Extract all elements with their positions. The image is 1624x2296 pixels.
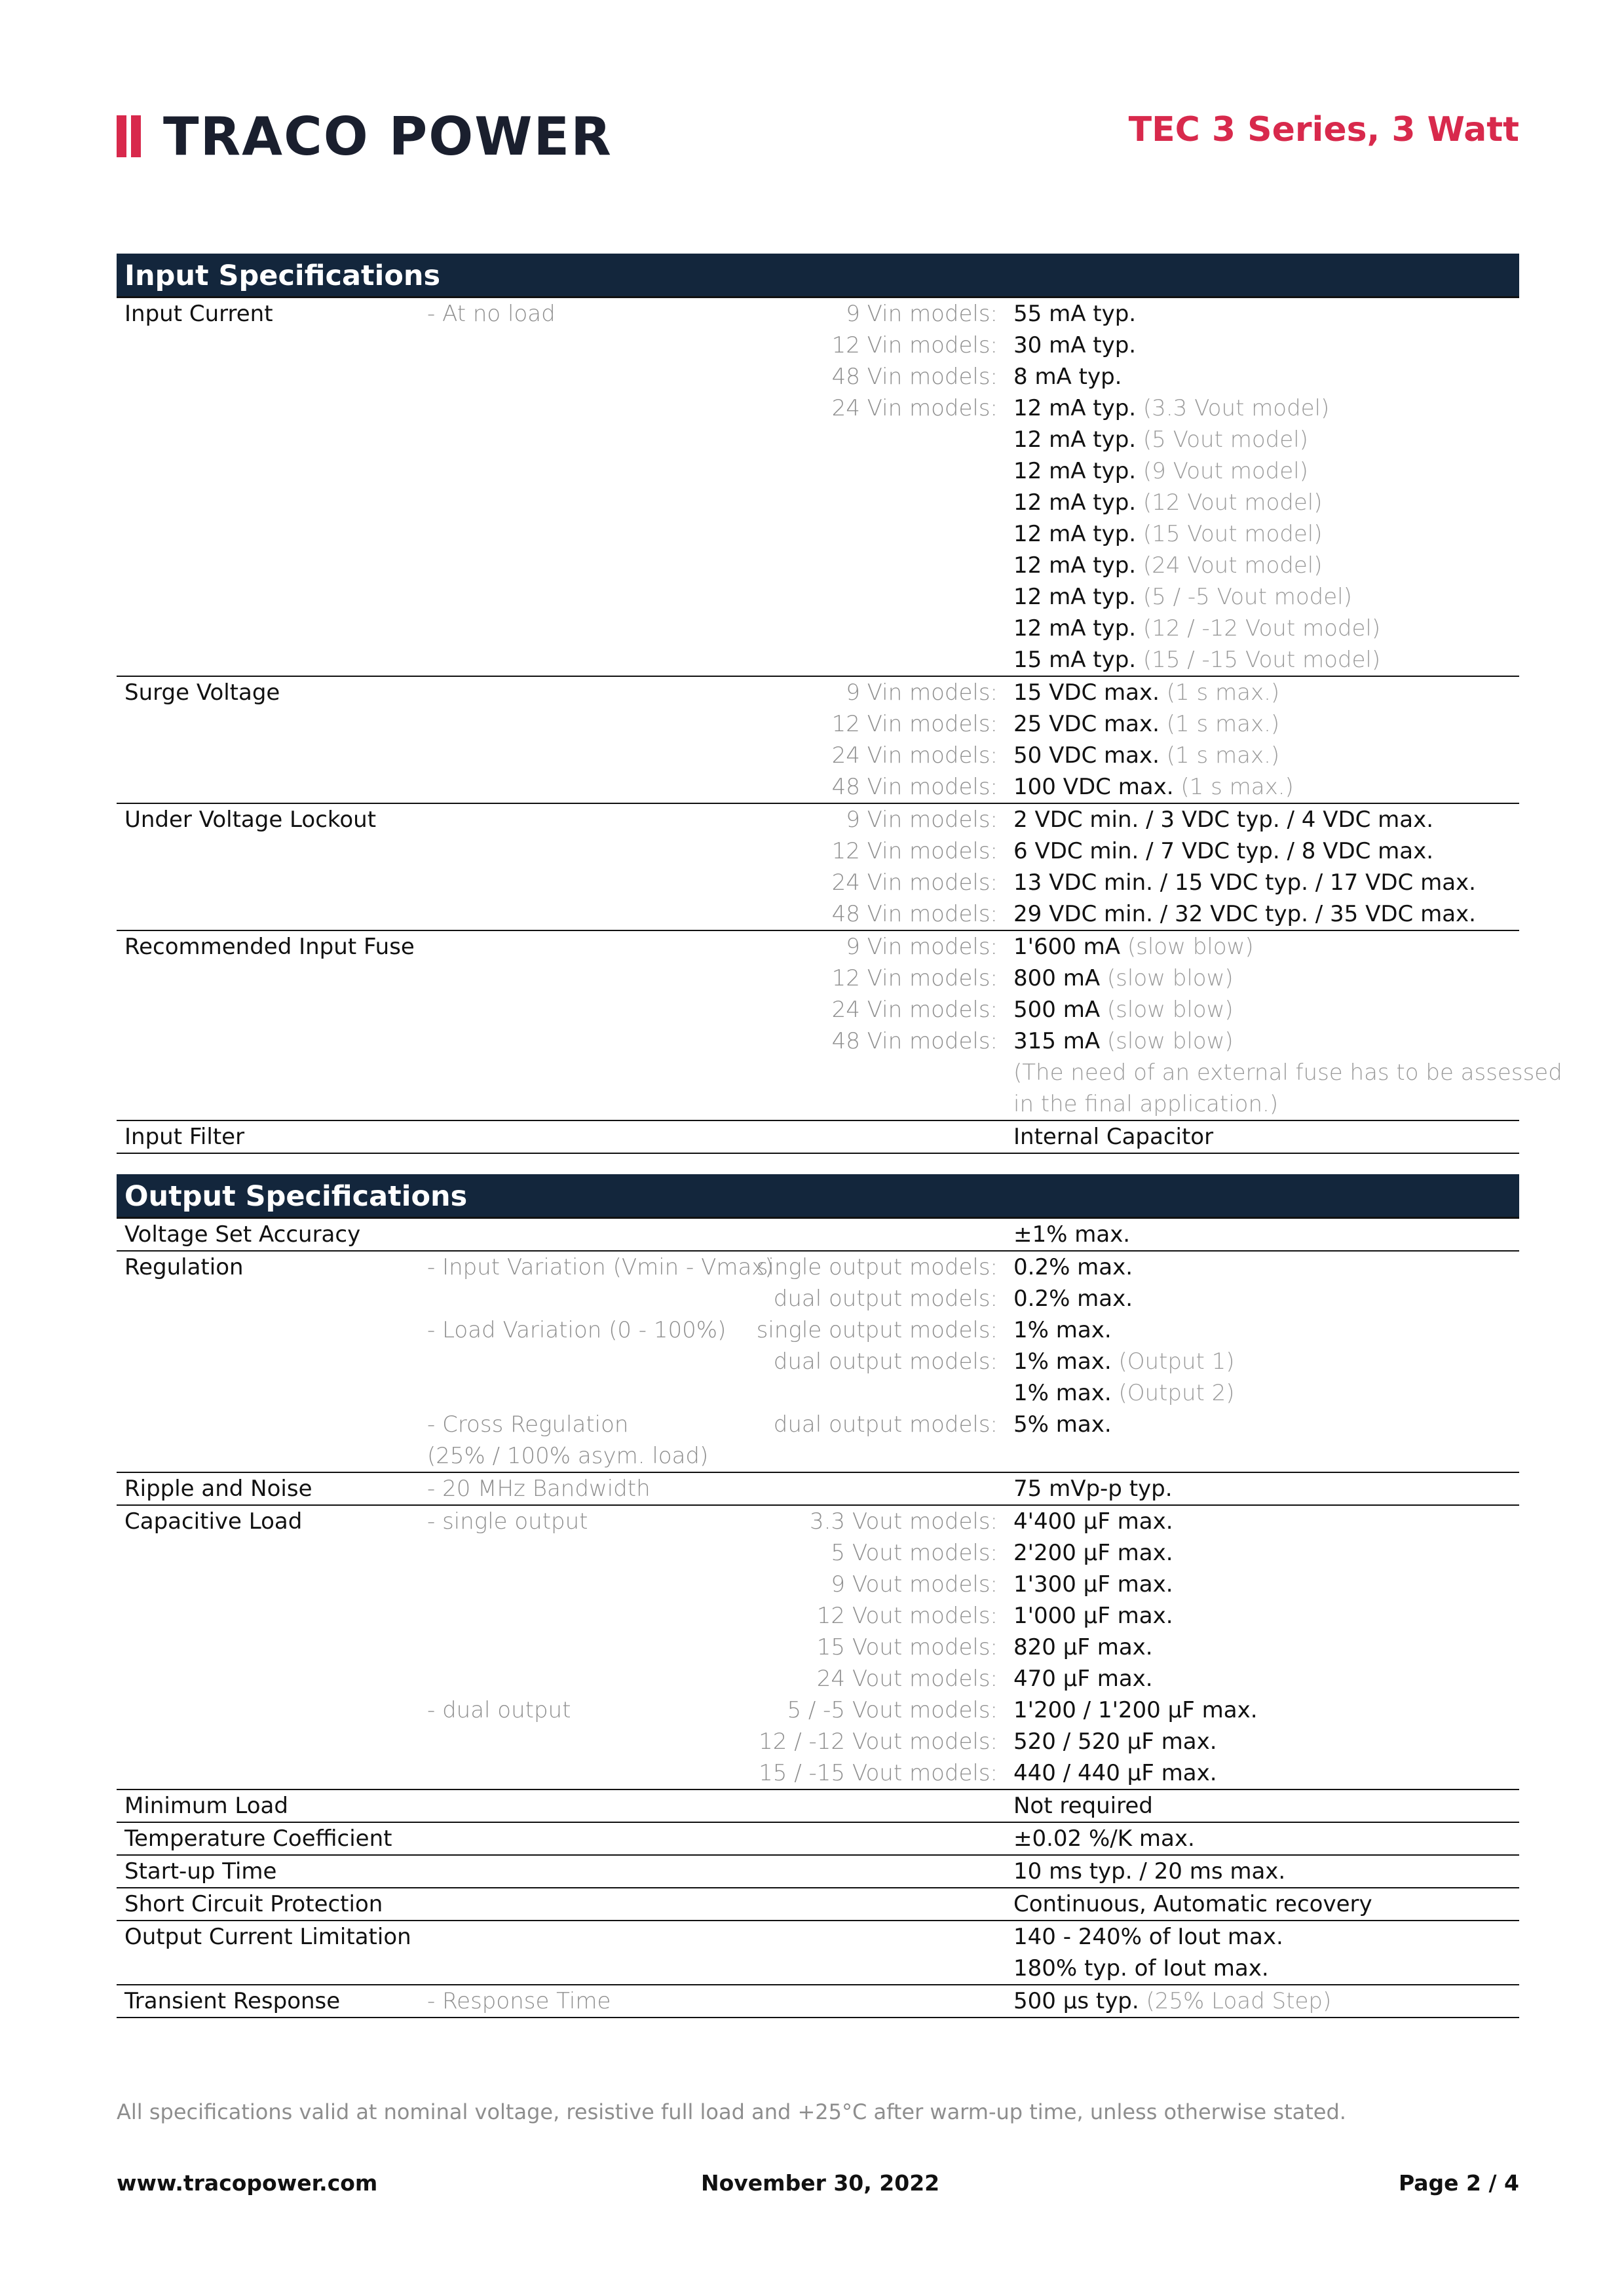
spec-line	[117, 804, 1519, 835]
spec-note: (slow blow)	[1106, 1028, 1234, 1054]
spec-note: (12 Vout model)	[1142, 489, 1323, 516]
spec-value: 5% max.	[1013, 1411, 1112, 1438]
spec-line	[117, 1283, 1519, 1314]
spec-note: (5 Vout model)	[1142, 427, 1308, 453]
spec-label: Start-up Time	[124, 1858, 277, 1885]
spec-model: 15 / -15 Vout models:	[759, 1760, 998, 1786]
spec-row	[117, 1506, 1519, 1790]
spec-note: (Output 1)	[1118, 1349, 1235, 1375]
spec-line	[117, 1537, 1519, 1569]
spec-model: 48 Vin models:	[831, 901, 998, 927]
spec-note: (12 / -12 Vout model)	[1142, 615, 1381, 641]
spec-value: 1'600 mA	[1013, 934, 1121, 960]
spec-line	[117, 708, 1519, 740]
spec-note: in the final application.)	[1013, 1091, 1279, 1117]
brand-name: TRACO POWER	[163, 105, 613, 167]
spec-value-group	[1013, 1888, 1372, 1920]
spec-condition: - At no load	[427, 301, 556, 327]
spec-note: (Output 2)	[1118, 1380, 1235, 1406]
spec-row	[117, 1121, 1519, 1154]
spec-note: (24 Vout model)	[1142, 552, 1323, 579]
spec-value-group	[1013, 1757, 1217, 1789]
spec-label: Transient Response	[124, 1988, 341, 2014]
spec-value-group	[1013, 1506, 1173, 1537]
spec-model: dual output models:	[773, 1349, 998, 1375]
spec-value-group	[1013, 392, 1329, 424]
spec-condition: - single output	[427, 1508, 588, 1535]
spec-value: 500 mA	[1013, 997, 1101, 1023]
spec-line	[117, 1600, 1519, 1632]
spec-value-group	[1013, 994, 1234, 1025]
spec-model: dual output models:	[773, 1411, 998, 1438]
spec-value: 820 µF max.	[1013, 1634, 1153, 1660]
spec-line	[117, 740, 1519, 771]
spec-line	[117, 1569, 1519, 1600]
spec-label: Surge Voltage	[124, 679, 280, 706]
spec-value: 10 ms typ. / 20 ms max.	[1013, 1858, 1286, 1885]
spec-line	[117, 330, 1519, 361]
spec-line	[117, 1985, 1519, 2017]
spec-value: 0.2% max.	[1013, 1254, 1133, 1280]
spec-model: single output models:	[756, 1254, 998, 1280]
spec-value-group	[1013, 581, 1352, 613]
spec-line	[117, 1440, 1519, 1472]
spec-line	[117, 424, 1519, 455]
spec-row	[117, 1888, 1519, 1921]
spec-line	[117, 1377, 1519, 1409]
input-specifications-section	[117, 254, 1562, 1154]
output-specifications-section	[117, 1174, 1519, 2018]
spec-value: 15 VDC max.	[1013, 679, 1160, 706]
spec-line	[117, 1219, 1519, 1250]
spec-line	[117, 1663, 1519, 1694]
spec-value: Not required	[1013, 1793, 1153, 1819]
spec-line	[117, 1121, 1519, 1153]
spec-note: (The need of an external fuse has to be assessed	[1013, 1060, 1562, 1086]
spec-condition: - Response Time	[427, 1988, 611, 2014]
spec-value: 180% typ. of Iout max.	[1013, 1955, 1269, 1981]
spec-model: dual output models:	[773, 1286, 998, 1312]
spec-condition: - dual output	[427, 1697, 571, 1723]
spec-line	[117, 898, 1519, 930]
spec-model: 9 Vout models:	[831, 1571, 998, 1598]
spec-model: 12 / -12 Vout models:	[759, 1729, 998, 1755]
spec-note: (slow blow)	[1106, 997, 1234, 1023]
spec-line	[117, 1346, 1519, 1377]
spec-line	[117, 1823, 1519, 1854]
spec-value-group	[1013, 424, 1308, 455]
spec-line	[117, 931, 1519, 963]
spec-note: (15 / -15 Vout model)	[1142, 647, 1381, 673]
spec-value-group	[1013, 644, 1380, 676]
spec-label: Output Current Limitation	[124, 1924, 411, 1950]
spec-value: 12 mA typ.	[1013, 458, 1137, 484]
spec-value-group	[1013, 771, 1294, 803]
spec-value-group	[1013, 1823, 1195, 1854]
spec-row	[117, 1823, 1519, 1856]
spec-row	[117, 1921, 1519, 1985]
spec-note: (25% Load Step)	[1146, 1988, 1332, 2014]
spec-line	[117, 1025, 1519, 1057]
spec-value-group	[1013, 518, 1323, 550]
spec-value: 315 mA	[1013, 1028, 1101, 1054]
spec-value-group	[1013, 1569, 1173, 1600]
spec-note: (1 s max.)	[1166, 742, 1280, 769]
spec-label: Ripple and Noise	[124, 1476, 312, 1502]
spec-note: (slow blow)	[1106, 965, 1234, 991]
spec-value: 12 mA typ.	[1013, 489, 1137, 516]
spec-value: 30 mA typ.	[1013, 332, 1137, 358]
spec-line	[117, 1057, 1562, 1088]
spec-line	[117, 1473, 1519, 1504]
spec-value-group	[1013, 1283, 1133, 1314]
spec-table	[117, 298, 1562, 1154]
spec-model: 5 / -5 Vout models:	[787, 1697, 998, 1723]
spec-model: 24 Vin models:	[831, 870, 998, 896]
spec-value: 12 mA typ.	[1013, 552, 1137, 579]
spec-model: 3.3 Vout models:	[809, 1508, 998, 1535]
spec-value: 8 mA typ.	[1013, 364, 1122, 390]
spec-model: 48 Vin models:	[831, 774, 998, 800]
spec-value: 12 mA typ.	[1013, 584, 1137, 610]
spec-label: Input Filter	[124, 1124, 245, 1150]
spec-row	[117, 1219, 1519, 1252]
spec-value: 12 mA typ.	[1013, 427, 1137, 453]
spec-label: Recommended Input Fuse	[124, 934, 415, 960]
spec-line	[117, 994, 1519, 1025]
spec-note: (5 / -5 Vout model)	[1142, 584, 1352, 610]
spec-model: 15 Vout models:	[816, 1634, 998, 1660]
spec-line	[117, 835, 1519, 867]
spec-value: 2 VDC min. / 3 VDC typ. / 4 VDC max.	[1013, 807, 1434, 833]
series-title: TEC 3 Series, 3 Watt	[1128, 110, 1519, 149]
spec-value-group	[1013, 1726, 1217, 1757]
spec-model: 5 Vout models:	[831, 1540, 998, 1566]
spec-value: 25 VDC max.	[1013, 711, 1160, 737]
spec-model: 48 Vin models:	[831, 364, 998, 390]
section-title: Output Specifications	[117, 1174, 1519, 1219]
spec-line	[117, 1409, 1519, 1440]
spec-value: ±0.02 %/K max.	[1013, 1826, 1195, 1852]
spec-model: 12 Vout models:	[816, 1603, 998, 1629]
spec-value-group	[1013, 1088, 1278, 1120]
spec-condition: (25% / 100% asym. load)	[427, 1443, 709, 1469]
spec-value-group	[1013, 1632, 1153, 1663]
spec-value-group	[1013, 487, 1323, 518]
spec-line	[117, 1790, 1519, 1822]
spec-value: 470 µF max.	[1013, 1666, 1153, 1692]
spec-condition: - 20 MHz Bandwidth	[427, 1476, 651, 1502]
spec-line	[117, 1953, 1519, 1984]
spec-table	[117, 1219, 1519, 2018]
spec-row	[117, 1252, 1519, 1473]
spec-value-group	[1013, 835, 1433, 867]
spec-model: 9 Vin models:	[846, 301, 998, 327]
spec-row	[117, 931, 1562, 1121]
spec-condition: - Cross Regulation	[427, 1411, 629, 1438]
spec-line	[117, 1506, 1519, 1537]
footer-website: www.tracopower.com	[117, 2170, 378, 2196]
spec-model: 12 Vin models:	[831, 838, 998, 864]
spec-value-group	[1013, 1219, 1130, 1250]
spec-line	[117, 1757, 1519, 1789]
spec-line	[117, 644, 1519, 676]
footnote: All specifications valid at nominal voltage, resistive full load and +25°C after warm-up time, unless otherwise stated.	[117, 2099, 1346, 2124]
spec-value: 12 mA typ.	[1013, 521, 1137, 547]
spec-value: 1'200 / 1'200 µF max.	[1013, 1697, 1258, 1723]
spec-row	[117, 298, 1519, 677]
spec-row	[117, 804, 1519, 931]
spec-line	[117, 1252, 1519, 1283]
spec-value-group	[1013, 740, 1279, 771]
spec-row	[117, 677, 1519, 804]
spec-model: single output models:	[756, 1317, 998, 1343]
spec-note: (1 s max.)	[1166, 711, 1280, 737]
spec-value: 500 µs typ.	[1013, 1988, 1139, 2014]
spec-value: ±1% max.	[1013, 1221, 1131, 1248]
footer-page-number: Page 2 / 4	[1398, 2170, 1519, 2196]
spec-condition: - Input Variation (Vmin - Vmax)	[427, 1254, 774, 1280]
spec-value-group	[1013, 1025, 1234, 1057]
spec-line	[117, 771, 1519, 803]
footer-date: November 30, 2022	[701, 2170, 940, 2196]
spec-label: Input Current	[124, 301, 273, 327]
spec-value-group	[1013, 298, 1136, 330]
spec-value-group	[1013, 804, 1433, 835]
spec-value-group	[1013, 1663, 1153, 1694]
spec-label: Temperature Coefficient	[124, 1826, 392, 1852]
spec-line	[117, 1888, 1519, 1920]
section-title: Input Specifications	[117, 254, 1519, 298]
spec-line	[117, 518, 1519, 550]
spec-value-group	[1013, 1600, 1173, 1632]
spec-value: 520 / 520 µF max.	[1013, 1729, 1217, 1755]
spec-note: (3.3 Vout model)	[1142, 395, 1330, 421]
spec-label: Regulation	[124, 1254, 244, 1280]
spec-value-group	[1013, 613, 1380, 644]
spec-line	[117, 1088, 1519, 1120]
spec-model: 24 Vout models:	[816, 1666, 998, 1692]
spec-line	[117, 1314, 1519, 1346]
spec-line	[117, 677, 1519, 708]
spec-value: 440 / 440 µF max.	[1013, 1760, 1217, 1786]
spec-value: 13 VDC min. / 15 VDC typ. / 17 VDC max.	[1013, 870, 1476, 896]
spec-line	[117, 298, 1519, 330]
spec-value-group	[1013, 867, 1476, 898]
spec-line	[117, 867, 1519, 898]
spec-condition: - Load Variation (0 - 100%)	[427, 1317, 727, 1343]
spec-model: 24 Vin models:	[831, 997, 998, 1023]
spec-row	[117, 1790, 1519, 1823]
spec-label: Voltage Set Accuracy	[124, 1221, 361, 1248]
spec-label: Minimum Load	[124, 1793, 288, 1819]
spec-line	[117, 550, 1519, 581]
spec-value: 1% max.	[1013, 1380, 1112, 1406]
spec-value-group	[1013, 1473, 1173, 1504]
spec-value-group	[1013, 1985, 1331, 2017]
spec-value: 12 mA typ.	[1013, 395, 1137, 421]
spec-value: 6 VDC min. / 7 VDC typ. / 8 VDC max.	[1013, 838, 1434, 864]
spec-value: 100 VDC max.	[1013, 774, 1174, 800]
spec-value: 1'000 µF max.	[1013, 1603, 1173, 1629]
spec-value-group	[1013, 455, 1308, 487]
brand-logo	[117, 105, 613, 167]
spec-value-group	[1013, 898, 1476, 930]
spec-note: (slow blow)	[1127, 934, 1254, 960]
spec-model: 12 Vin models:	[831, 332, 998, 358]
spec-value-group	[1013, 1790, 1153, 1822]
spec-value-group	[1013, 1346, 1235, 1377]
spec-model: 12 Vin models:	[831, 965, 998, 991]
spec-note: (9 Vout model)	[1142, 458, 1308, 484]
logo-mark-icon	[117, 115, 141, 157]
spec-value: 800 mA	[1013, 965, 1101, 991]
spec-model: 48 Vin models:	[831, 1028, 998, 1054]
spec-row	[117, 1473, 1519, 1506]
spec-value-group	[1013, 1694, 1258, 1726]
spec-value-group	[1013, 1314, 1112, 1346]
spec-value-group	[1013, 330, 1136, 361]
spec-value: 4'400 µF max.	[1013, 1508, 1173, 1535]
spec-label: Under Voltage Lockout	[124, 807, 377, 833]
spec-line	[117, 1921, 1519, 1953]
spec-value-group	[1013, 1377, 1235, 1409]
spec-value: 15 mA typ.	[1013, 647, 1137, 673]
spec-value-group	[1013, 1252, 1133, 1283]
spec-line	[117, 392, 1519, 424]
spec-value-group	[1013, 1921, 1283, 1953]
spec-row	[117, 1985, 1519, 2018]
spec-value-group	[1013, 963, 1234, 994]
spec-line	[117, 1726, 1519, 1757]
spec-model: 9 Vin models:	[846, 679, 998, 706]
spec-value-group	[1013, 1953, 1269, 1984]
spec-value: 75 mVp-p typ.	[1013, 1476, 1173, 1502]
spec-value: 140 - 240% of Iout max.	[1013, 1924, 1283, 1950]
spec-line	[117, 361, 1519, 392]
spec-value: 0.2% max.	[1013, 1286, 1133, 1312]
spec-value-group	[1013, 677, 1279, 708]
spec-value: 50 VDC max.	[1013, 742, 1160, 769]
spec-row	[117, 1856, 1519, 1888]
spec-value-group	[1013, 550, 1323, 581]
spec-value-group	[1013, 1409, 1112, 1440]
spec-value: Internal Capacitor	[1013, 1124, 1214, 1150]
spec-value-group	[1013, 1057, 1562, 1088]
spec-value-group	[1013, 708, 1279, 740]
spec-note: (1 s max.)	[1166, 679, 1280, 706]
spec-model: 24 Vin models:	[831, 742, 998, 769]
spec-line	[117, 487, 1519, 518]
spec-value: 2'200 µF max.	[1013, 1540, 1173, 1566]
spec-line	[117, 963, 1519, 994]
spec-line	[117, 613, 1519, 644]
spec-value-group	[1013, 361, 1122, 392]
spec-value: 1'300 µF max.	[1013, 1571, 1173, 1598]
spec-line	[117, 455, 1519, 487]
spec-line	[117, 1694, 1519, 1726]
spec-line	[117, 1856, 1519, 1887]
spec-value: 1% max.	[1013, 1349, 1112, 1375]
spec-value-group	[1013, 1121, 1213, 1153]
spec-value: Continuous, Automatic recovery	[1013, 1891, 1372, 1917]
spec-model: 24 Vin models:	[831, 395, 998, 421]
spec-value: 55 mA typ.	[1013, 301, 1137, 327]
spec-value: 1% max.	[1013, 1317, 1112, 1343]
spec-value-group	[1013, 1856, 1285, 1887]
spec-note: (1 s max.)	[1180, 774, 1294, 800]
spec-model: 12 Vin models:	[831, 711, 998, 737]
spec-value-group	[1013, 931, 1254, 963]
spec-line	[117, 1632, 1519, 1663]
spec-model: 9 Vin models:	[846, 934, 998, 960]
spec-label: Short Circuit Protection	[124, 1891, 383, 1917]
spec-value: 12 mA typ.	[1013, 615, 1137, 641]
spec-value-group	[1013, 1537, 1173, 1569]
spec-label: Capacitive Load	[124, 1508, 303, 1535]
spec-value: 29 VDC min. / 32 VDC typ. / 35 VDC max.	[1013, 901, 1476, 927]
spec-line	[117, 581, 1519, 613]
spec-model: 9 Vin models:	[846, 807, 998, 833]
spec-note: (15 Vout model)	[1142, 521, 1323, 547]
